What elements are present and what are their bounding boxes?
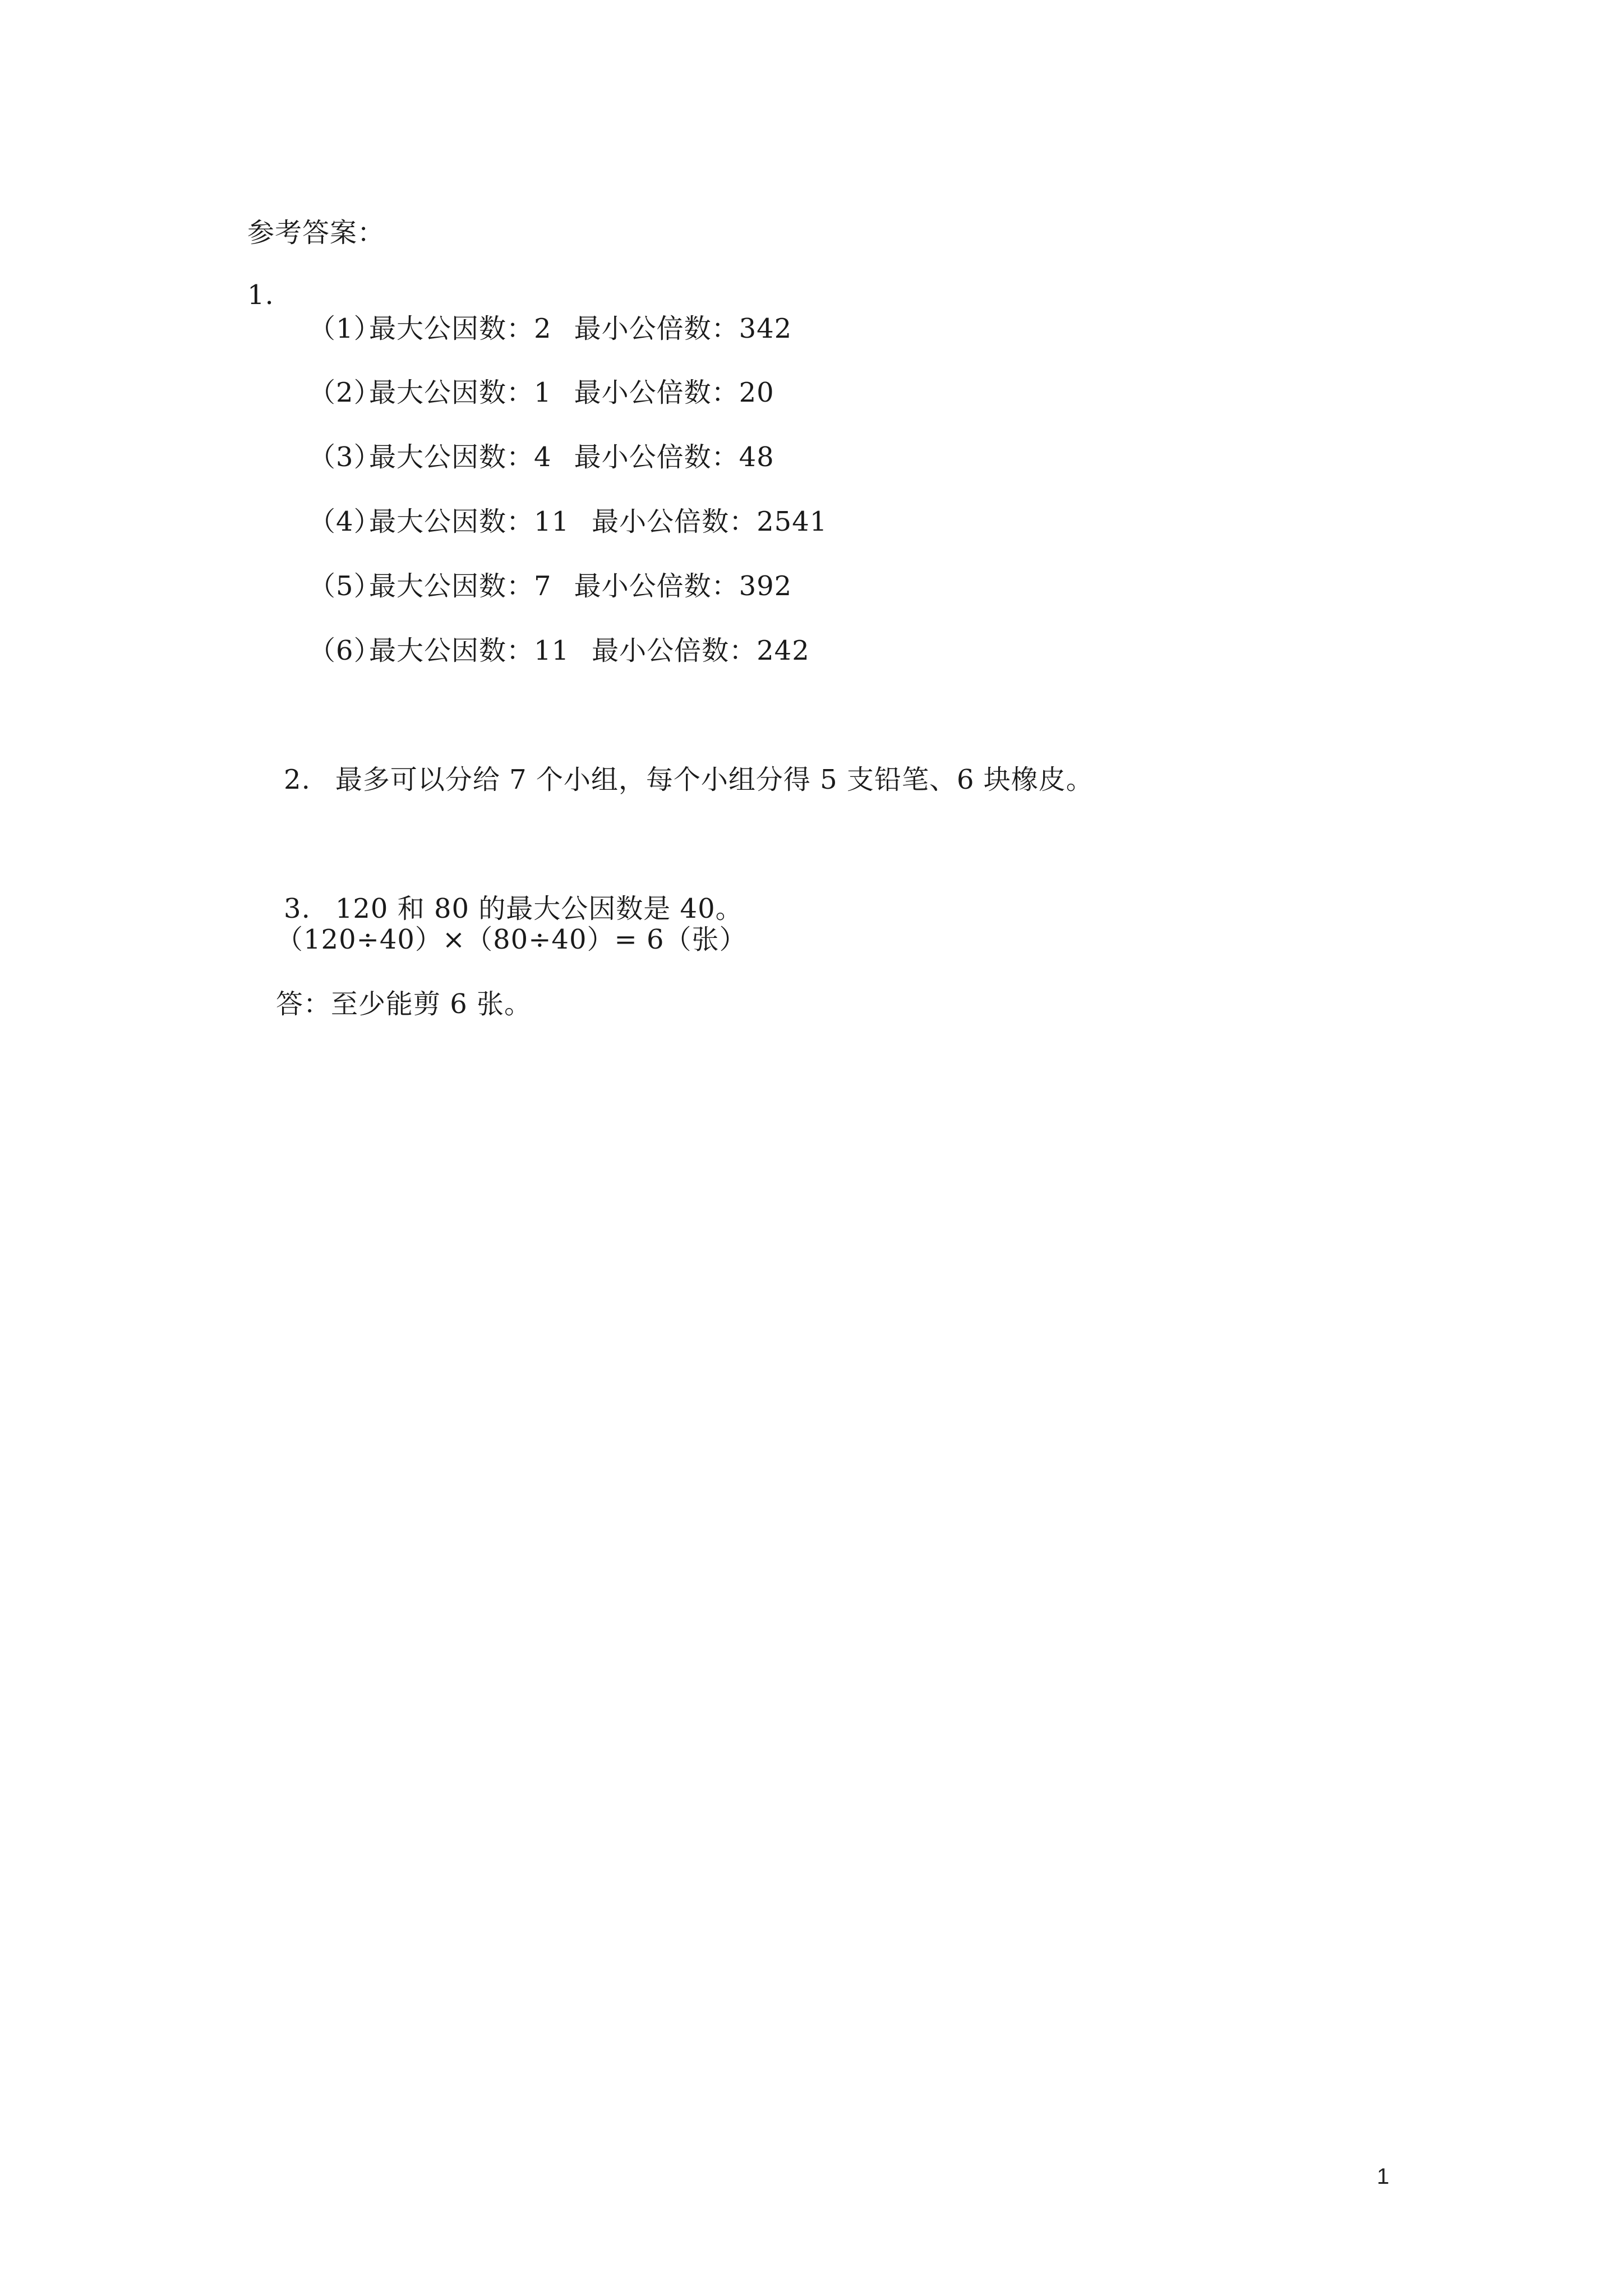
question-2-text: 最多可以分给 7 个小组，每个小组分得 5 支铅笔、6 块橡皮。: [335, 764, 1094, 795]
gcd-text: 最大公因数：2: [369, 313, 552, 344]
answer-heading: 参考答案：: [247, 217, 385, 249]
item-label: （4）: [308, 506, 381, 537]
gcd-text: 最大公因数：11: [369, 635, 570, 666]
gcd-text: 最大公因数：4: [369, 441, 552, 473]
question-3-line-1: 120 和 80 的最大公因数是 40。: [335, 893, 743, 924]
question-1-number: 1.: [247, 279, 274, 311]
question-3-calculation: （120÷40）×（80÷40）= 6（张）: [276, 924, 747, 955]
page-number: 1: [1377, 2164, 1390, 2189]
gcd-text: 最大公因数：1: [369, 377, 552, 408]
question-2-number: 2.: [284, 764, 311, 795]
lcm-text: 最小公倍数：242: [592, 635, 810, 666]
question-3-number: 3.: [284, 893, 311, 924]
question-3-answer: 答：至少能剪 6 张。: [276, 988, 532, 1020]
question-1-item-6: [272, 600, 810, 701]
item-label: （2）: [308, 377, 381, 408]
gcd-text: 最大公因数：11: [369, 506, 570, 537]
item-label: （6）: [308, 635, 381, 666]
lcm-text: 最小公倍数：48: [574, 441, 774, 473]
lcm-text: 最小公倍数：342: [574, 313, 792, 344]
item-label: （5）: [308, 570, 381, 602]
question-2: [247, 729, 1094, 830]
item-label: （1）: [308, 313, 381, 344]
gcd-text: 最大公因数：7: [369, 570, 552, 602]
lcm-text: 最小公倍数：2541: [592, 506, 828, 537]
item-label: （3）: [308, 441, 381, 473]
lcm-text: 最小公倍数：20: [574, 377, 774, 408]
lcm-text: 最小公倍数：392: [574, 570, 792, 602]
